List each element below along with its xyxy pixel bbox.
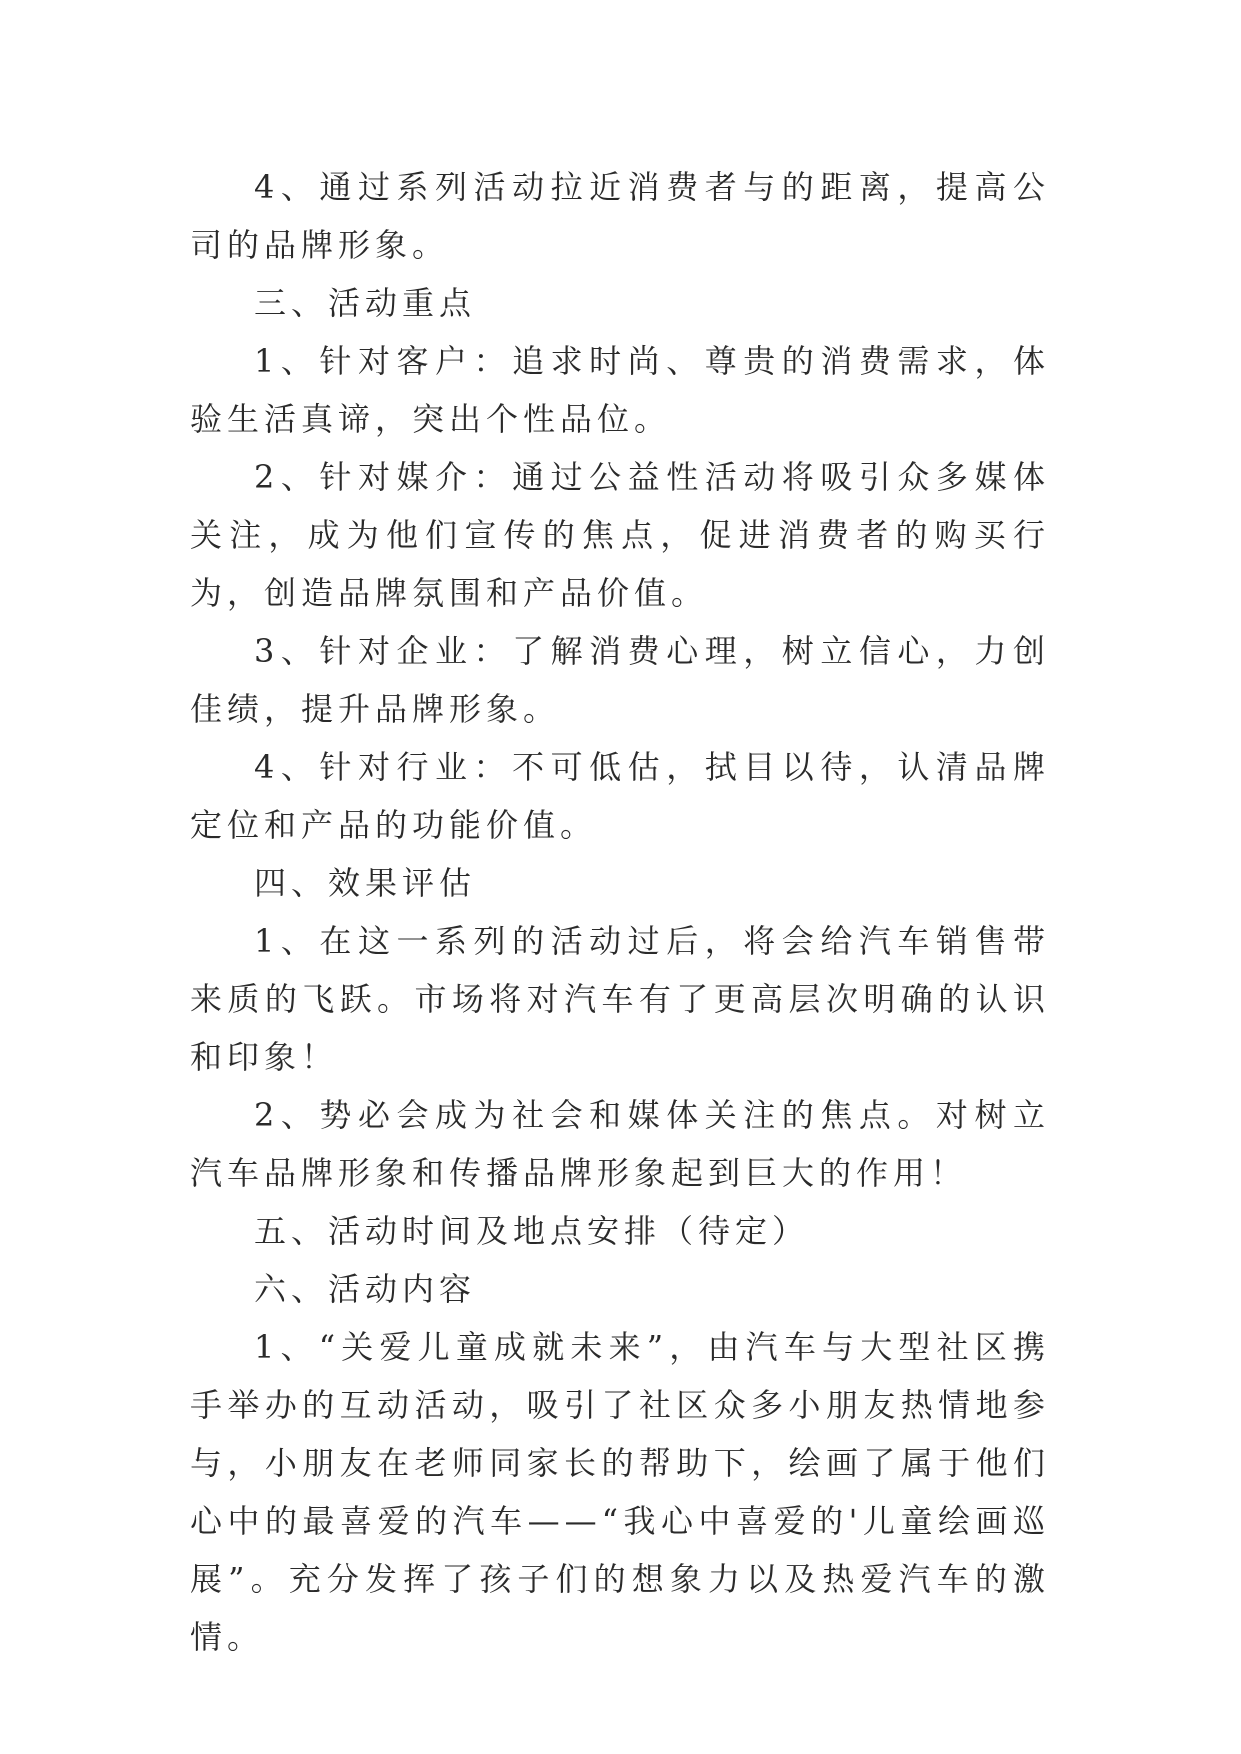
section-heading-activity-focus: 三、活动重点 — [254, 284, 477, 322]
section-heading-time-location: 五、活动时间及地点安排（待定） — [254, 1212, 810, 1250]
paragraph-goal-4: 4、通过系列活动拉近消费者与的距离，提高公司的品牌形象。 — [190, 168, 1050, 264]
paragraph-evaluation-1: 1、在这一系列的活动过后，将会给汽车销售带来质的飞跃。市场将对汽车有了更高层次明确的认识和印象！ — [190, 922, 1050, 1076]
paragraph-focus-industry: 4、针对行业：不可低估，拭目以待，认清品牌定位和产品的功能价值。 — [190, 748, 1050, 844]
section-heading-activity-content: 六、活动内容 — [254, 1270, 477, 1308]
paragraph-focus-enterprise: 3、针对企业：了解消费心理，树立信心，力创佳绩，提升品牌形象。 — [190, 632, 1050, 728]
paragraph-evaluation-2: 2、势必会成为社会和媒体关注的焦点。对树立汽车品牌形象和传播品牌形象起到巨大的作用！ — [190, 1096, 1050, 1192]
paragraph-focus-media: 2、针对媒介：通过公益性活动将吸引众多媒体关注，成为他们宣传的焦点，促进消费者的购买行为，创造品牌氛围和产品价值。 — [190, 458, 1050, 612]
section-heading-effect-evaluation: 四、效果评估 — [254, 864, 477, 902]
paragraph-content-1: 1、“关爱儿童成就未来”，由汽车与大型社区携手举办的互动活动，吸引了社区众多小朋友热情地参与，小朋友在老师同家长的帮助下，绘画了属于他们心中的最喜爱的汽车——“我心中喜爱的'儿童绘画巡展”。充分发挥了孩子们的想象力以及热爱汽车的激情。 — [190, 1328, 1050, 1656]
paragraph-focus-customers: 1、针对客户：追求时尚、尊贵的消费需求，体验生活真谛，突出个性品位。 — [190, 342, 1050, 438]
document-body — [190, 158, 1050, 1666]
